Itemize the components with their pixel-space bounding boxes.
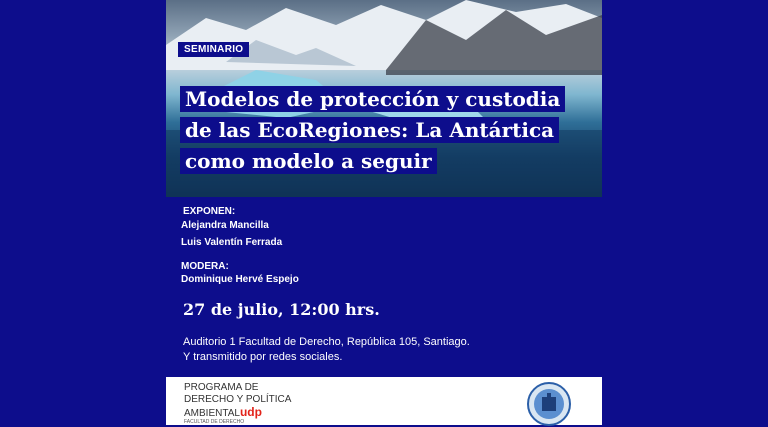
title-line-2: de las EcoRegiones: La Antártica xyxy=(180,117,559,143)
program-logo xyxy=(184,382,291,420)
venue-line-2: Y transmitido por redes sociales. xyxy=(183,351,343,363)
event-date: 27 de julio, 12:00 hrs. xyxy=(183,300,380,319)
program-line-2: DERECHO Y POLÍTICA xyxy=(184,394,292,405)
speaker-name-2: Luis Valentín Ferrada xyxy=(181,237,283,248)
program-line-1: PROGRAMA DE xyxy=(184,382,259,393)
exponen-label: EXPONEN: xyxy=(183,206,236,217)
udp-logo: udp xyxy=(239,405,262,419)
moderator-name: Dominique Hervé Espejo xyxy=(181,274,299,285)
university-seal-icon xyxy=(526,381,572,427)
faculty-label: FACULTAD DE DERECHO xyxy=(184,419,245,425)
title-line-3: como modelo a seguir xyxy=(180,148,437,174)
venue-line-1: Auditorio 1 Facultad de Derecho, República 105, Santiago. xyxy=(183,336,470,348)
program-line-3: AMBIENTAL xyxy=(184,408,240,419)
footer-bar xyxy=(166,377,602,425)
speaker-name-1: Alejandra Mancilla xyxy=(181,220,269,231)
seminar-badge: SEMINARIO xyxy=(178,42,249,57)
title-line-1: Modelos de protección y custodia xyxy=(180,86,565,112)
modera-label: MODERA: xyxy=(181,261,229,272)
